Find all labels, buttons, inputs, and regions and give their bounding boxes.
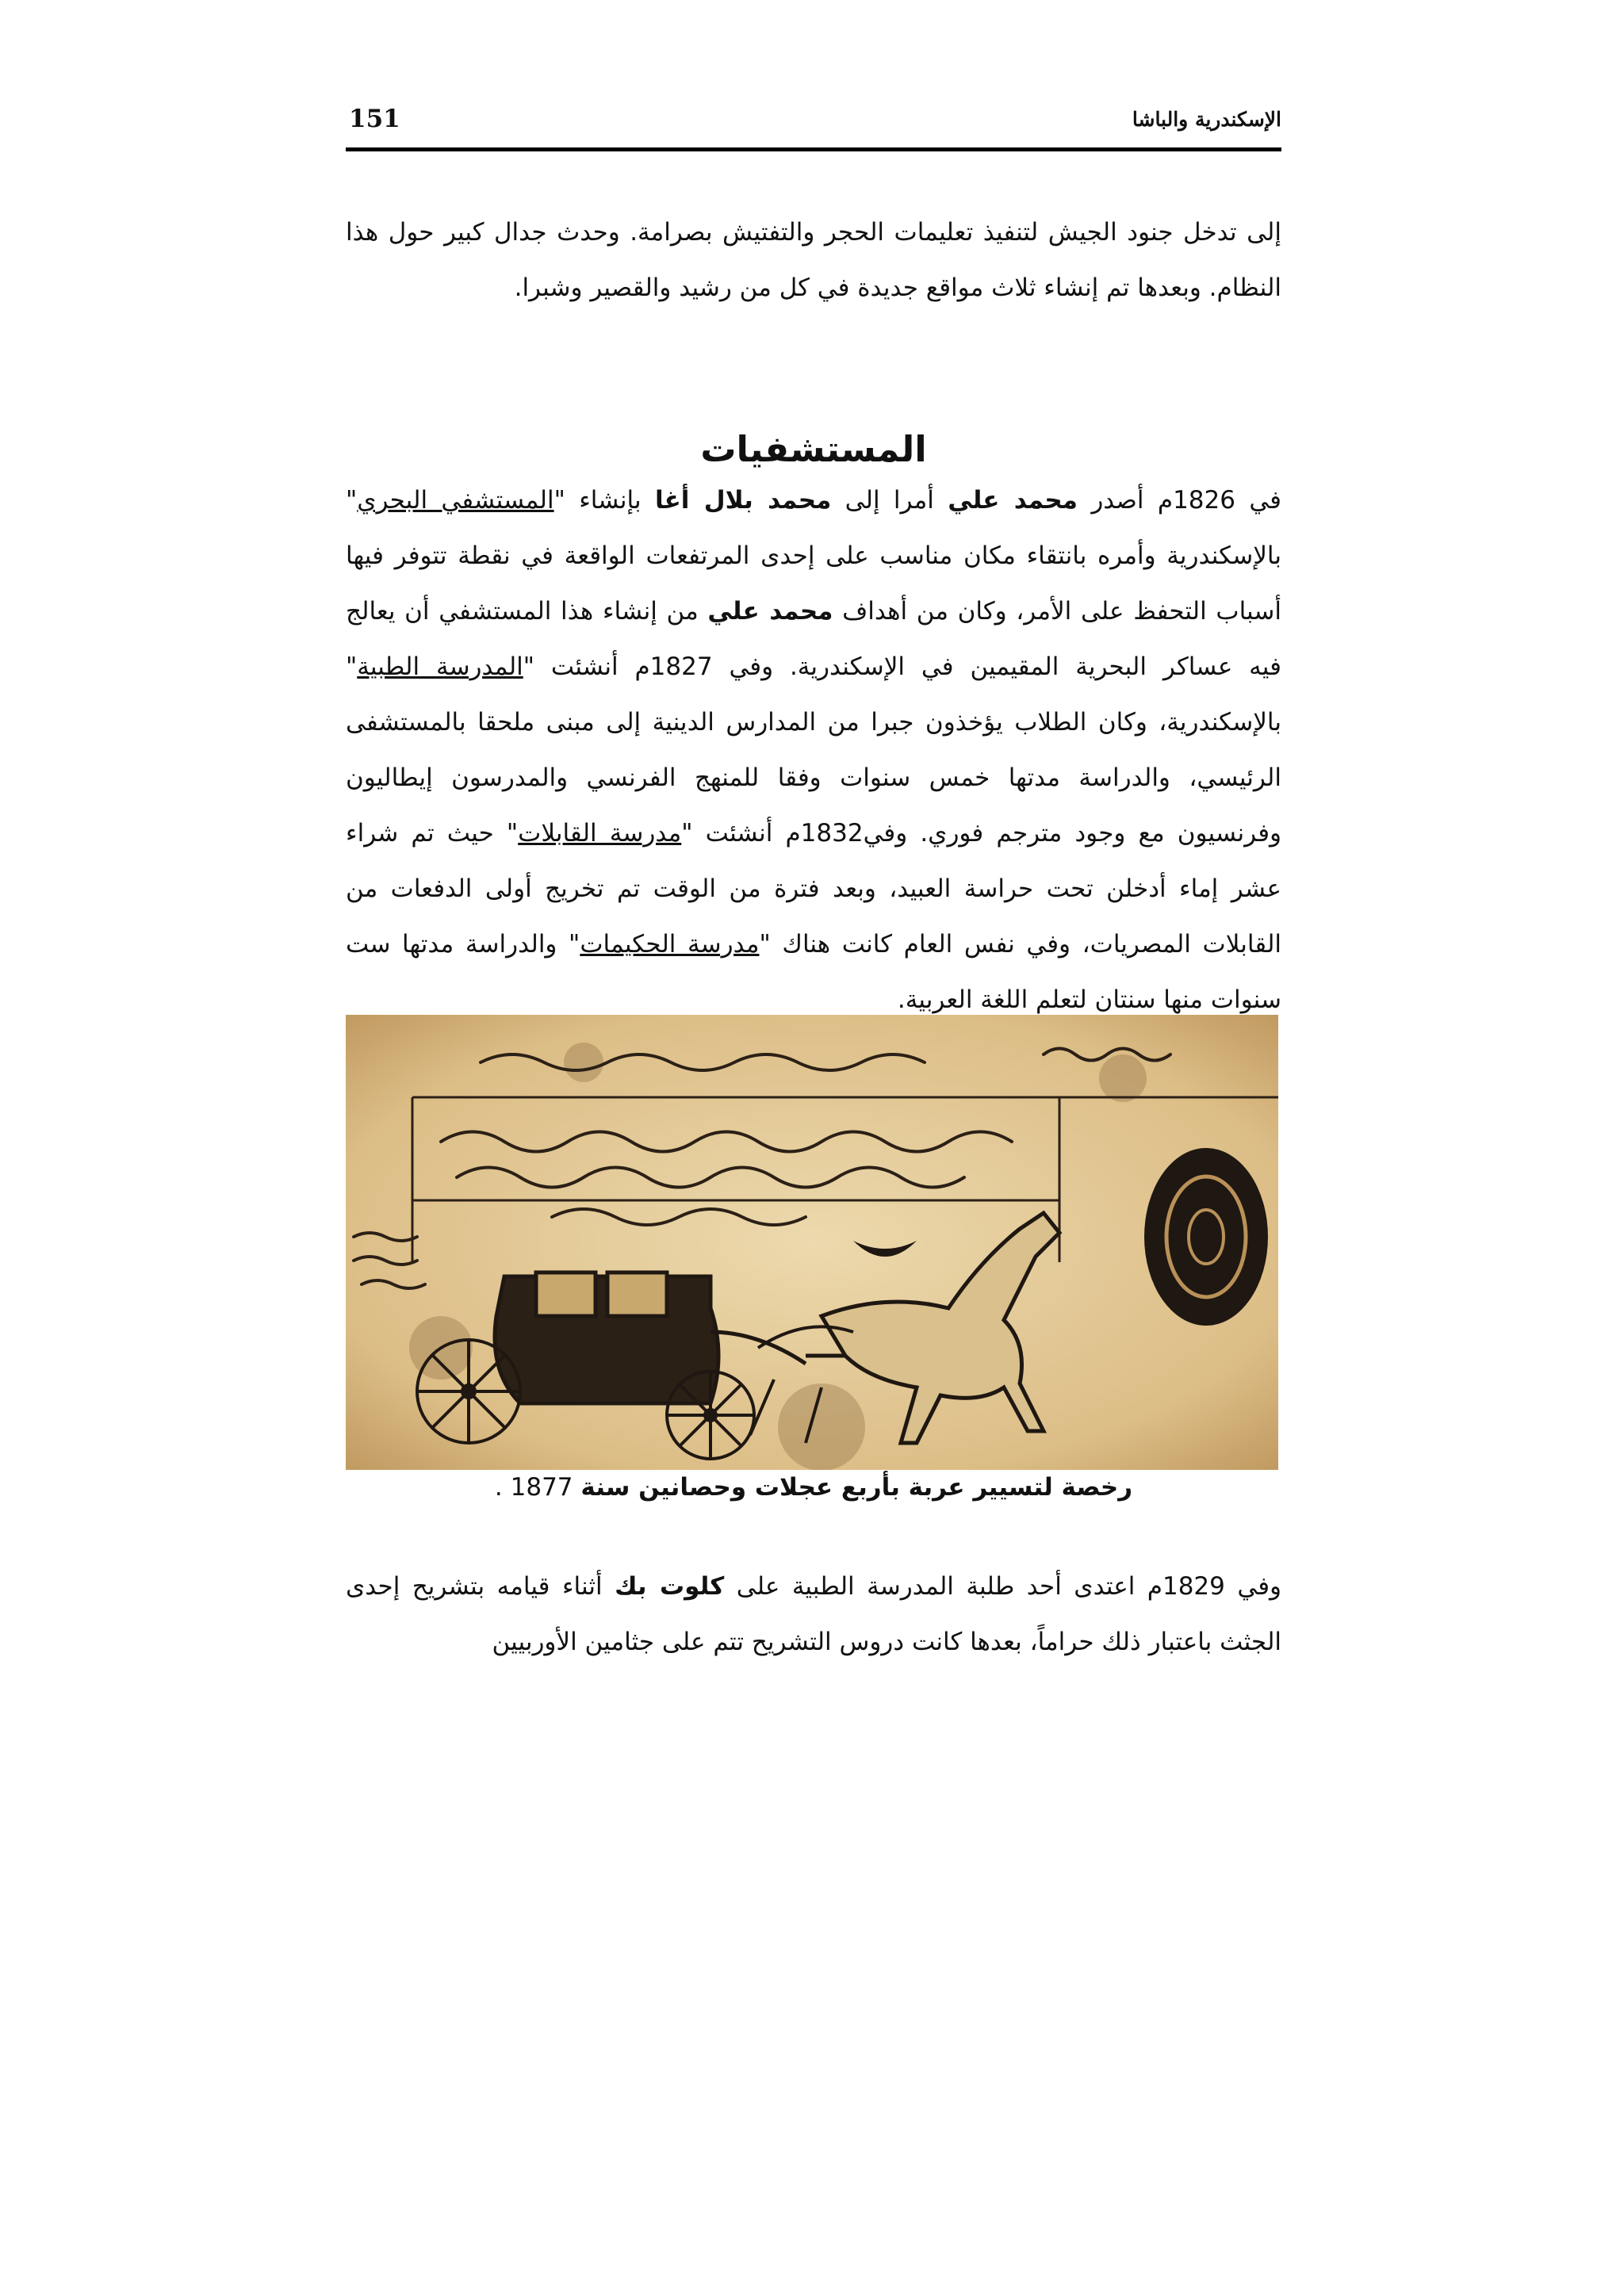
name-muhammad-ali: محمد علي [948, 486, 1078, 515]
text-run: بإنشاء " [553, 486, 655, 515]
text-run: أمرا إلى [831, 486, 948, 515]
hospitals-paragraph [346, 473, 1281, 1027]
figure-caption [346, 1468, 1281, 1506]
naval-hospital-term: المستشفي البحري [357, 486, 554, 515]
midwives-school-term: مدرسة القابلات [518, 819, 682, 848]
running-title: الإسكندرية والباشا [1132, 108, 1281, 131]
text-run: وفي 1829م اعتدى أحد طلبة المدرسة الطبية على [724, 1572, 1281, 1601]
caption-end: . [494, 1473, 503, 1502]
text-run: " بالإسكندرية وأمره بانتقاء مكان مناسب على إحدى المرتفعات الواقعة في نقطة تتوفر فيها أسباب التحفظ على الأمر، وكان من أهداف [346, 486, 1281, 626]
text-run: " بالإسكندرية، وكان الطلاب يؤخذون جبرا من المدارس الدينية إلى مبنى ملحقا بالمستشفى الرئيسي، والدراسة مدتها خمس سنوات وفقا للمنهج الفرنسي والمدرسون إيطاليون وفرنسيون مع وجود مترجم فوري. وفي1832م أنشئت " [346, 652, 1282, 848]
text-run: " حيث تم شراء عشر إماء أدخلن تحت حراسة العبيد، وبعد فترة من الوقت تم تخريج أولى الدفعات من القابلات المصريات، وفي نفس العام كانت هناك " [346, 819, 1282, 959]
page-header [346, 101, 1281, 151]
section-heading: المستشفيات [700, 428, 927, 470]
carriage-license-drawing [346, 1015, 1278, 1470]
medical-school-term: المدرسة الطبية [357, 652, 523, 681]
caption-year: 1877 [510, 1473, 573, 1502]
text-run: من إنشاء هذا المستشفي أن يعالج فيه عساكر البحرية المقيمين في الإسكندرية. وفي 1827م أنشئت " [346, 597, 1281, 681]
hakimat-school-term: مدرسة الحكيمات [580, 930, 760, 959]
carriage-license-image [346, 1015, 1278, 1470]
name-muhammad-bilal-agha: محمد بلال أغا [654, 486, 832, 515]
name-clot-bey: كلوت بك [615, 1572, 725, 1601]
name-muhammad-ali: محمد علي [707, 597, 833, 626]
text-run: " والدراسة مدتها ست سنوات منها سنتان لتعلم اللغة العربية. [346, 930, 1281, 1014]
text-run: في 1826م أصدر [1077, 486, 1281, 515]
page-number: 151 [349, 105, 400, 133]
caption-text: رخصة لتسيير عربة بأربع عجلات وحصانين سنة [580, 1473, 1133, 1502]
intro-paragraph: إلى تدخل جنود الجيش لتنفيذ تعليمات الحجر والتفتيش بصرامة. وحدث جدال كبير حول هذا النظام. وبعدها تم إنشاء ثلاث مواقع جديدة في كل من رشيد والقصير وشبرا. [346, 218, 1281, 302]
text-run: أثناء قيامه بتشريح إحدى الجثث باعتبار ذلك حراماً، بعدها كانت دروس التشريح تتم على جثامين الأوربيين [346, 1572, 1281, 1656]
closing-paragraph [346, 1559, 1281, 1670]
